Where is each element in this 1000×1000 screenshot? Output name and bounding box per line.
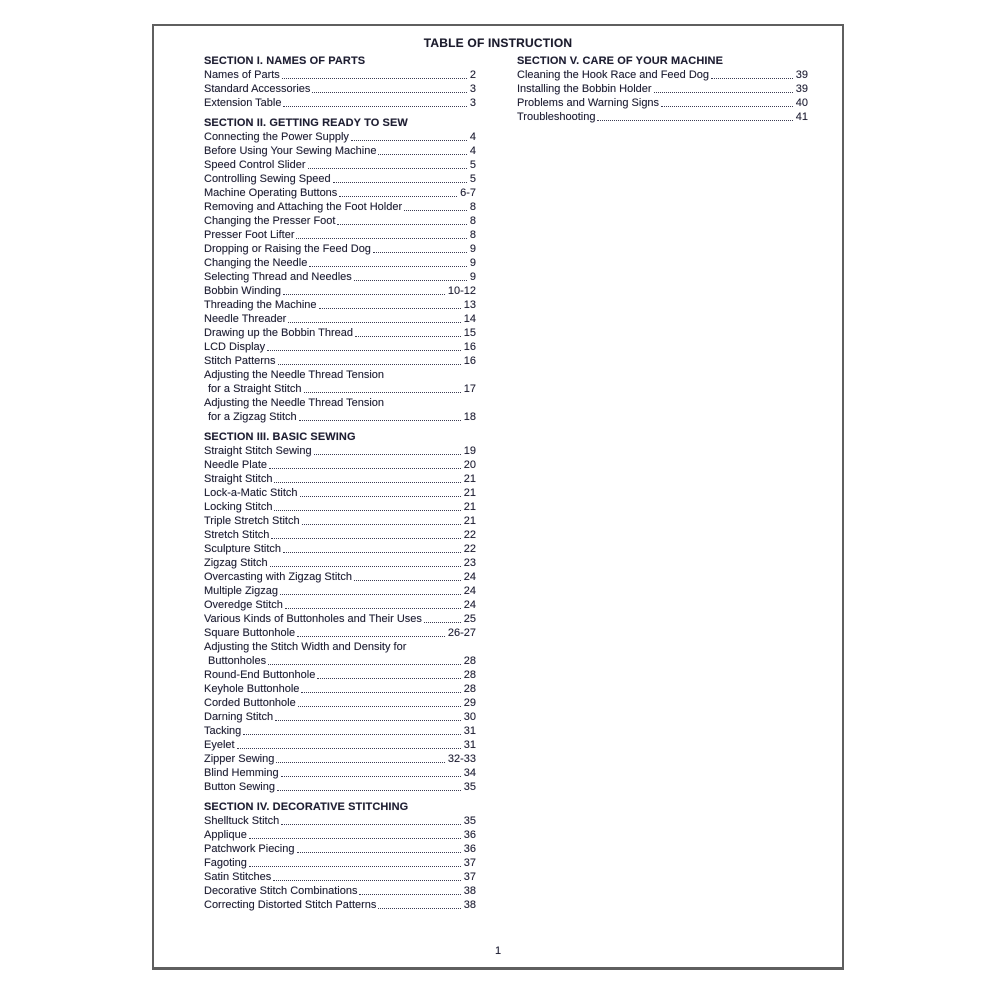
page-ref: 39: [795, 69, 808, 81]
page-ref: 41: [795, 111, 808, 123]
toc-entry-label: Applique: [204, 829, 247, 841]
dot-leader: [378, 908, 460, 909]
toc-entry: [204, 780, 476, 794]
dot-leader: [354, 280, 467, 281]
toc-section: [517, 54, 808, 124]
page-ref: 5: [469, 173, 476, 185]
dot-leader: [312, 92, 466, 93]
page-ref: 38: [463, 885, 476, 897]
dot-leader: [319, 308, 461, 309]
page-ref: 28: [463, 683, 476, 695]
toc-entry: [204, 82, 476, 96]
dot-leader: [317, 678, 460, 679]
page-ref: 31: [463, 725, 476, 737]
toc-entry-label: Extension Table: [204, 97, 282, 109]
dot-leader: [275, 720, 461, 721]
page-ref: 21: [463, 487, 476, 499]
page-ref: 3: [469, 83, 476, 95]
toc-entry: [204, 340, 476, 354]
toc-entry-label: Needle Plate: [204, 459, 267, 471]
page-ref: 9: [469, 271, 476, 283]
toc-entry: [517, 96, 808, 110]
toc-entry-label: Eyelet: [204, 739, 235, 751]
toc-entry-label: Patchwork Piecing: [204, 843, 295, 855]
dot-leader: [301, 692, 460, 693]
dot-leader: [597, 120, 792, 121]
dot-leader: [281, 824, 461, 825]
page-ref: 10-12: [447, 285, 476, 297]
page-ref: 26-27: [447, 627, 476, 639]
toc-entry-label: Tacking: [204, 725, 242, 737]
toc-entry: [204, 382, 476, 396]
toc-entry-wrapped-first-line: Adjusting the Stitch Width and Density for: [204, 641, 407, 653]
dot-leader: [355, 336, 461, 337]
page-ref: 21: [463, 473, 476, 485]
page-ref: 28: [463, 669, 476, 681]
toc-entry: [204, 696, 476, 710]
dot-leader: [359, 894, 460, 895]
toc-entry-label: Buttonholes: [208, 655, 267, 667]
dot-leader: [281, 776, 461, 777]
toc-entry: [204, 556, 476, 570]
toc-entry: [204, 500, 476, 514]
page-ref: 5: [469, 159, 476, 171]
page-ref: 29: [463, 697, 476, 709]
dot-leader: [271, 538, 460, 539]
toc-entry-label: Problems and Warning Signs: [517, 97, 660, 109]
dot-leader: [277, 790, 461, 791]
page-ref: 14: [463, 313, 476, 325]
dot-leader: [309, 266, 467, 267]
toc-entry-label: Triple Stretch Stitch: [204, 515, 300, 527]
dot-leader: [282, 78, 467, 79]
toc-entry-label: Machine Operating Buttons: [204, 187, 338, 199]
page-ref: 13: [463, 299, 476, 311]
page-ref: 24: [463, 599, 476, 611]
manual-page: [152, 24, 844, 970]
dot-leader: [297, 852, 461, 853]
toc-entry-label: Keyhole Buttonhole: [204, 683, 300, 695]
page-ref: 37: [463, 871, 476, 883]
toc-section: [204, 54, 476, 110]
section-heading: SECTION IV. DECORATIVE STITCHING: [204, 801, 409, 813]
page-ref: 8: [469, 201, 476, 213]
toc-entry: [204, 856, 476, 870]
toc-entry: [204, 598, 476, 612]
toc-entry-label: Sculpture Stitch: [204, 543, 282, 555]
page-ref: 36: [463, 829, 476, 841]
toc-entry: [204, 144, 476, 158]
page-ref: 38: [463, 899, 476, 911]
page-title: TABLE OF INSTRUCTION: [423, 36, 573, 50]
page-ref: 18: [463, 411, 476, 423]
dot-leader: [274, 510, 460, 511]
toc-entry: [204, 96, 476, 110]
dot-leader: [270, 566, 461, 567]
dot-leader: [278, 364, 461, 365]
toc-entry-label: Overcasting with Zigzag Stitch: [204, 571, 352, 583]
toc-entry-label: Bobbin Winding: [204, 285, 282, 297]
toc-entry: [204, 570, 476, 584]
toc-entry: [204, 514, 476, 528]
dot-leader: [296, 238, 466, 239]
toc-entry: [204, 200, 476, 214]
dot-leader: [404, 210, 467, 211]
toc-entry-label: Names of Parts: [204, 69, 280, 81]
toc-entry: [204, 354, 476, 368]
toc-entry: [517, 68, 808, 82]
dot-leader: [276, 762, 445, 763]
toc-entry-label: Straight Stitch: [204, 473, 273, 485]
toc-entry-label: Lock-a-Matic Stitch: [204, 487, 298, 499]
toc-entry: [204, 172, 476, 186]
toc-entry-label: Drawing up the Bobbin Thread: [204, 327, 354, 339]
toc-section: [204, 430, 476, 794]
toc-entry-label: Installing the Bobbin Holder: [517, 83, 652, 95]
dot-leader: [283, 294, 445, 295]
toc-entry-label: Various Kinds of Buttonholes and Their Uses: [204, 613, 422, 625]
page-ref: 35: [463, 815, 476, 827]
dot-leader: [269, 468, 461, 469]
toc-entry: [204, 828, 476, 842]
toc-entry-label: Button Sewing: [204, 781, 275, 793]
toc-entry: [204, 814, 476, 828]
toc-entry-label: Dropping or Raising the Feed Dog: [204, 243, 371, 255]
toc-entry-label: Before Using Your Sewing Machine: [204, 145, 377, 157]
dot-leader: [297, 636, 445, 637]
page-ref: 16: [463, 341, 476, 353]
section-heading: SECTION I. NAMES OF PARTS: [204, 55, 366, 67]
dot-leader: [283, 552, 461, 553]
dot-leader: [249, 866, 461, 867]
page-ref: 20: [463, 459, 476, 471]
toc-entry-label: Needle Threader: [204, 313, 287, 325]
toc-entry-label: Shelltuck Stitch: [204, 815, 280, 827]
page-ref: 19: [463, 445, 476, 457]
toc-column-right: [517, 54, 808, 124]
toc-entry-label: for a Zigzag Stitch: [208, 411, 297, 423]
toc-entry-label: Stretch Stitch: [204, 529, 270, 541]
page-ref: 35: [463, 781, 476, 793]
toc-entry-label: Fagoting: [204, 857, 247, 869]
toc-entry: [204, 186, 476, 200]
dot-leader: [267, 350, 461, 351]
dot-leader: [249, 838, 461, 839]
toc-entry-label: Zipper Sewing: [204, 753, 275, 765]
toc-entry: [204, 326, 476, 340]
toc-entry: [204, 256, 476, 270]
toc-entry: [204, 528, 476, 542]
dot-leader: [283, 106, 466, 107]
page-ref: 39: [795, 83, 808, 95]
page-ref: 21: [463, 501, 476, 513]
dot-leader: [300, 496, 461, 497]
dot-leader: [308, 168, 467, 169]
toc-entry: [204, 472, 476, 486]
page-ref: 16: [463, 355, 476, 367]
toc-entry-label: Corded Buttonhole: [204, 697, 296, 709]
toc-entry: [204, 486, 476, 500]
toc-entry-label: Connecting the Power Supply: [204, 131, 349, 143]
page-number: 1: [494, 945, 502, 957]
toc-entry: [517, 110, 808, 124]
page-ref: 36: [463, 843, 476, 855]
toc-entry: [204, 710, 476, 724]
toc-entry-label: Troubleshooting: [517, 111, 596, 123]
toc-entry: [204, 626, 476, 640]
toc-section: [204, 116, 476, 424]
toc-entry-label: Cleaning the Hook Race and Feed Dog: [517, 69, 710, 81]
dot-leader: [273, 880, 460, 881]
dot-leader: [243, 734, 460, 735]
toc-entry-label: LCD Display: [204, 341, 266, 353]
dot-leader: [654, 92, 793, 93]
toc-entry-label: Threading the Machine: [204, 299, 317, 311]
dot-leader: [711, 78, 793, 79]
toc-entry: [204, 270, 476, 284]
page-ref: 4: [469, 131, 476, 143]
dot-leader: [354, 580, 461, 581]
page-ref: 30: [463, 711, 476, 723]
page-ref: 32-33: [447, 753, 476, 765]
toc-entry-label: Zigzag Stitch: [204, 557, 268, 569]
page-ref: 28: [463, 655, 476, 667]
toc-entry-label: Overedge Stitch: [204, 599, 283, 611]
toc-column-left: [204, 54, 476, 912]
toc-entry-label: Round-End Buttonhole: [204, 669, 316, 681]
page-ref: 8: [469, 229, 476, 241]
toc-entry: [204, 654, 476, 668]
dot-leader: [351, 140, 467, 141]
toc-entry: [204, 410, 476, 424]
dot-leader: [314, 454, 461, 455]
page-ref: 31: [463, 739, 476, 751]
section-heading: SECTION III. BASIC SEWING: [204, 431, 356, 443]
dot-leader: [661, 106, 793, 107]
toc-entry: [204, 130, 476, 144]
toc-entry-label: Removing and Attaching the Foot Holder: [204, 201, 403, 213]
page-ref: 9: [469, 243, 476, 255]
section-heading: SECTION II. GETTING READY TO SEW: [204, 117, 408, 129]
page-ref: 21: [463, 515, 476, 527]
toc-entry-label: Controlling Sewing Speed: [204, 173, 331, 185]
toc-entry: [204, 682, 476, 696]
toc-entry: [204, 612, 476, 626]
dot-leader: [274, 482, 460, 483]
dot-leader: [302, 524, 461, 525]
toc-entry-label: Speed Control Slider: [204, 159, 306, 171]
toc-entry: [204, 214, 476, 228]
toc-entry: [204, 752, 476, 766]
page-ref: 22: [463, 529, 476, 541]
toc-entry-label: Changing the Needle: [204, 257, 308, 269]
toc-section: [204, 800, 476, 912]
toc-entry: [204, 228, 476, 242]
dot-leader: [304, 392, 461, 393]
page-ref: 22: [463, 543, 476, 555]
page-ref: 3: [469, 97, 476, 109]
dot-leader: [268, 664, 461, 665]
toc-entry-label: Decorative Stitch Combinations: [204, 885, 358, 897]
page-ref: 15: [463, 327, 476, 339]
page-ref: 6-7: [460, 187, 476, 199]
toc-entry-label: Multiple Zigzag: [204, 585, 278, 597]
toc-entry-label: Correcting Distorted Stitch Patterns: [204, 899, 377, 911]
toc-entry: [204, 584, 476, 598]
toc-entry: [204, 766, 476, 780]
page-ref: 2: [469, 69, 476, 81]
toc-entry: [204, 668, 476, 682]
dot-leader: [285, 608, 461, 609]
toc-entry: [204, 312, 476, 326]
toc-entry-label: Selecting Thread and Needles: [204, 271, 352, 283]
page-ref: 37: [463, 857, 476, 869]
dot-leader: [337, 224, 466, 225]
page-ref: 34: [463, 767, 476, 779]
dot-leader: [373, 252, 467, 253]
toc-entry-label: Blind Hemming: [204, 767, 279, 779]
dot-leader: [298, 706, 461, 707]
toc-entry: [204, 542, 476, 556]
toc-entry: [204, 242, 476, 256]
dot-leader: [424, 622, 461, 623]
toc-entry-label: Presser Foot Lifter: [204, 229, 295, 241]
toc-entry: [517, 82, 808, 96]
toc-entry: [204, 284, 476, 298]
toc-entry: [204, 738, 476, 752]
toc-entry-label: Straight Stitch Sewing: [204, 445, 312, 457]
dot-leader: [237, 748, 461, 749]
dot-leader: [378, 154, 466, 155]
page-ref: 8: [469, 215, 476, 227]
page-ref: 24: [463, 571, 476, 583]
toc-entry: [204, 898, 476, 912]
toc-entry: [204, 870, 476, 884]
toc-entry-wrapped-first-line: Adjusting the Needle Thread Tension: [204, 397, 384, 409]
toc-entry-label: Stitch Patterns: [204, 355, 276, 367]
page-ref: 23: [463, 557, 476, 569]
toc-entry-label: Square Buttonhole: [204, 627, 296, 639]
toc-entry-label: Darning Stitch: [204, 711, 274, 723]
toc-entry-label: for a Straight Stitch: [208, 383, 302, 395]
page-ref: 40: [795, 97, 808, 109]
dot-leader: [288, 322, 460, 323]
page-ref: 4: [469, 145, 476, 157]
toc-entry: [204, 724, 476, 738]
toc-entry: [204, 884, 476, 898]
toc-entry: [204, 458, 476, 472]
toc-entry: [204, 158, 476, 172]
dot-leader: [299, 420, 461, 421]
toc-entry-label: Locking Stitch: [204, 501, 273, 513]
section-heading: SECTION V. CARE OF YOUR MACHINE: [517, 55, 724, 67]
toc-entry-wrapped-first-line: Adjusting the Needle Thread Tension: [204, 369, 384, 381]
page-ref: 17: [463, 383, 476, 395]
toc-entry-label: Changing the Presser Foot: [204, 215, 336, 227]
page-ref: 24: [463, 585, 476, 597]
dot-leader: [339, 196, 457, 197]
page-ref: 9: [469, 257, 476, 269]
toc-entry: [204, 444, 476, 458]
toc-entry: [204, 298, 476, 312]
dot-leader: [280, 594, 461, 595]
toc-entry-label: Satin Stitches: [204, 871, 272, 883]
toc-entry: [204, 68, 476, 82]
dot-leader: [333, 182, 467, 183]
toc-entry: [204, 842, 476, 856]
page-ref: 25: [463, 613, 476, 625]
toc-entry-label: Standard Accessories: [204, 83, 311, 95]
